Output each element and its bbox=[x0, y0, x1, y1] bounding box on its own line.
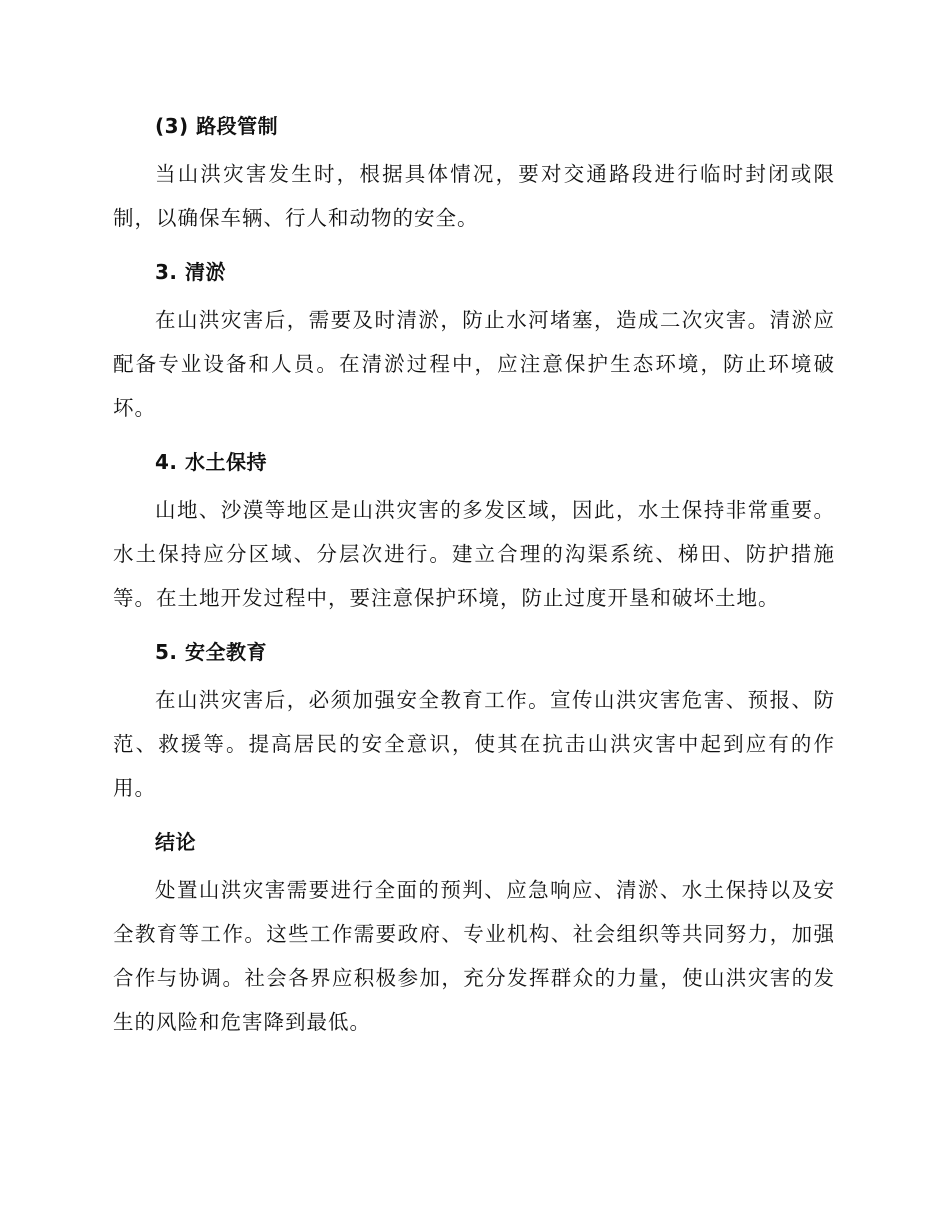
section-paragraph-dredging: 在山洪灾害后，需要及时清淤，防止水河堵塞，造成二次灾害。清淤应配备专业设备和人员。在清淤过程中，应注意保护生态环境，防止环境破坏。 bbox=[113, 308, 835, 420]
section-paragraph-soil-conservation: 山地、沙漠等地区是山洪灾害的多发区域，因此，水土保持非常重要。水土保持应分区域、分层次进行。建立合理的沟渠系统、梯田、防护措施等。在土地开发过程中，要注意保护环境，防止过度开垦和破坏土地。 bbox=[113, 498, 835, 610]
section-heading-soil-conservation: 4. 水土保持 bbox=[155, 450, 267, 474]
section-heading-road-control: (3) 路段管制 bbox=[155, 114, 279, 138]
section-heading-conclusion: 结论 bbox=[155, 830, 196, 854]
section-heading-dredging: 3. 清淤 bbox=[155, 260, 226, 284]
section-paragraph-safety-education: 在山洪灾害后，必须加强安全教育工作。宣传山洪灾害危害、预报、防范、救援等。提高居民的安全意识，使其在抗击山洪灾害中起到应有的作用。 bbox=[113, 688, 835, 800]
section-paragraph-road-control: 当山洪灾害发生时，根据具体情况，要对交通路段进行临时封闭或限制，以确保车辆、行人和动物的安全。 bbox=[113, 162, 835, 230]
section-paragraph-conclusion: 处置山洪灾害需要进行全面的预判、应急响应、清淤、水土保持以及安全教育等工作。这些工作需要政府、专业机构、社会组织等共同努力，加强合作与协调。社会各界应积极参加，充分发挥群众的力量，使山洪灾害的发生的风险和危害降到最低。 bbox=[113, 878, 835, 1034]
document-body bbox=[113, 104, 835, 1054]
section-heading-safety-education: 5. 安全教育 bbox=[155, 640, 267, 664]
